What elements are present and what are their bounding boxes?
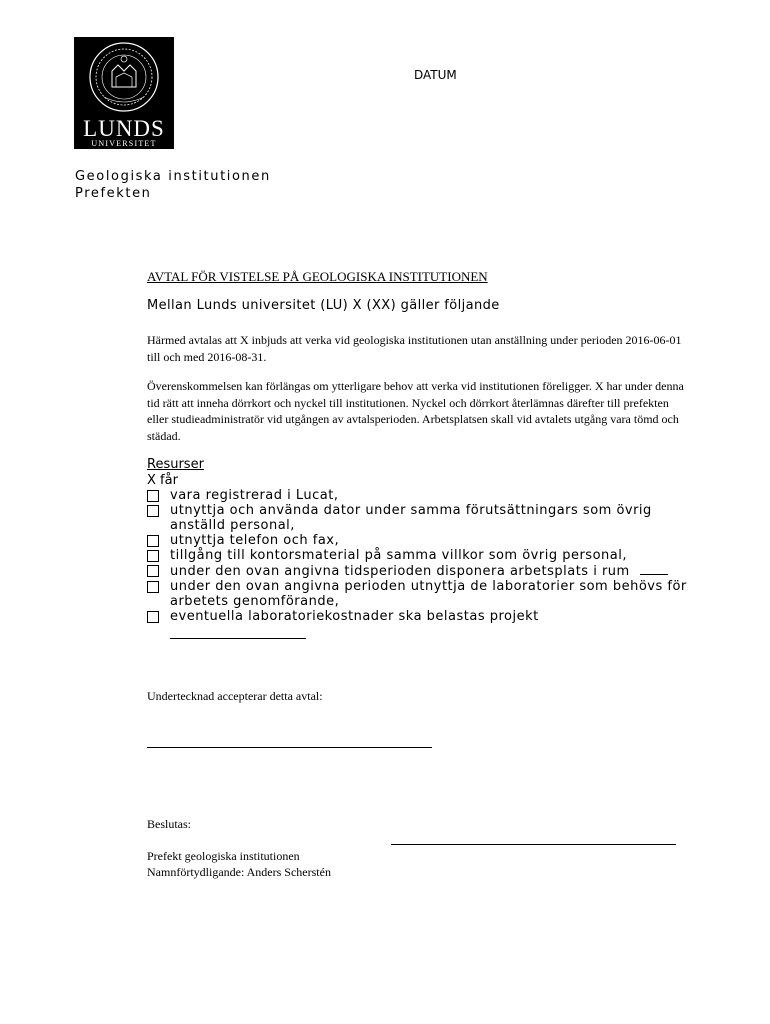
- checkbox[interactable]: [147, 550, 159, 562]
- list-item: [147, 488, 692, 503]
- list-item: [147, 609, 692, 624]
- signature-line-guest: [147, 747, 432, 748]
- list-item: [147, 563, 692, 579]
- department-block: [75, 168, 271, 202]
- list-item-label: utnyttja telefon och fax,: [170, 533, 340, 548]
- checkbox[interactable]: [147, 505, 159, 517]
- room-blank-line: [640, 563, 668, 575]
- signer-name: Namnförtydligande: Anders Scherstén: [147, 865, 331, 879]
- department-role: Prefekten: [75, 186, 152, 201]
- accept-statement: Undertecknad accepterar detta avtal:: [147, 689, 323, 703]
- checkbox[interactable]: [147, 581, 159, 593]
- agreement-title: AVTAL FÖR VISTELSE PÅ GEOLOGISKA INSTITUTIONEN: [147, 269, 488, 284]
- lund-university-logo: [74, 37, 174, 149]
- checkbox[interactable]: [147, 565, 159, 577]
- list-item: [147, 579, 692, 609]
- list-item-row: [170, 563, 692, 579]
- resources-intro: X får: [147, 473, 178, 488]
- signer-block: [147, 848, 331, 880]
- logo-subword: UNIVERSITET: [91, 139, 157, 148]
- agreement-paragraph-2: Överenskommelsen kan förlängas om ytterligare behov att verka vid institutionen föreligger. X har under denna tid rätt att inneha dörrkort och nyckel till institutionen. Nyckel och dörrkort återlämnas därefter till prefekten eller studieadministratör vid utgången av avtalsperioden. Arbetsplatsen skall vid avtalets utgång vara tömd och städad.: [147, 379, 684, 443]
- signer-title: Prefekt geologiska institutionen: [147, 849, 300, 863]
- list-item: [147, 548, 692, 563]
- list-item-label: utnyttja och använda dator under samma förutsättningars som övrig anställd personal,: [170, 503, 652, 533]
- resources-heading: Resurser: [147, 457, 204, 472]
- signature-line-head: [391, 844, 676, 845]
- checkbox[interactable]: [147, 611, 159, 623]
- project-blank-line: [170, 638, 306, 639]
- list-item-label: tillgång till kontorsmaterial på samma villkor som övrig personal,: [170, 548, 627, 563]
- list-item-label: under den ovan angivna tidsperioden disponera arbetsplats i rum: [170, 564, 630, 579]
- logo-wordmark: LUNDS: [83, 116, 165, 141]
- list-item: [147, 533, 692, 548]
- university-seal-icon: [74, 37, 174, 149]
- list-item-label: vara registrerad i Lucat,: [170, 488, 339, 503]
- date-label: DATUM: [414, 68, 457, 82]
- checkbox[interactable]: [147, 490, 159, 502]
- agreement-paragraph-1: Härmed avtalas att X inbjuds att verka vid geologiska institutionen utan anställning under perioden 2016-06-01 till och med 2016-08-31.: [147, 333, 682, 364]
- checkbox[interactable]: [147, 535, 159, 547]
- department-name: Geologiska institutionen: [75, 169, 271, 184]
- agreement-lead: Mellan Lunds universitet (LU) X (XX) gäller följande: [147, 298, 500, 313]
- list-item-label: under den ovan angivna perioden utnyttja de laboratorier som behövs för arbetets genomförande,: [170, 579, 687, 609]
- decided-label: Beslutas:: [147, 817, 191, 831]
- resource-checklist: [147, 488, 692, 624]
- list-item: [147, 503, 692, 533]
- list-item-label: eventuella laboratoriekostnader ska belastas projekt: [170, 609, 539, 624]
